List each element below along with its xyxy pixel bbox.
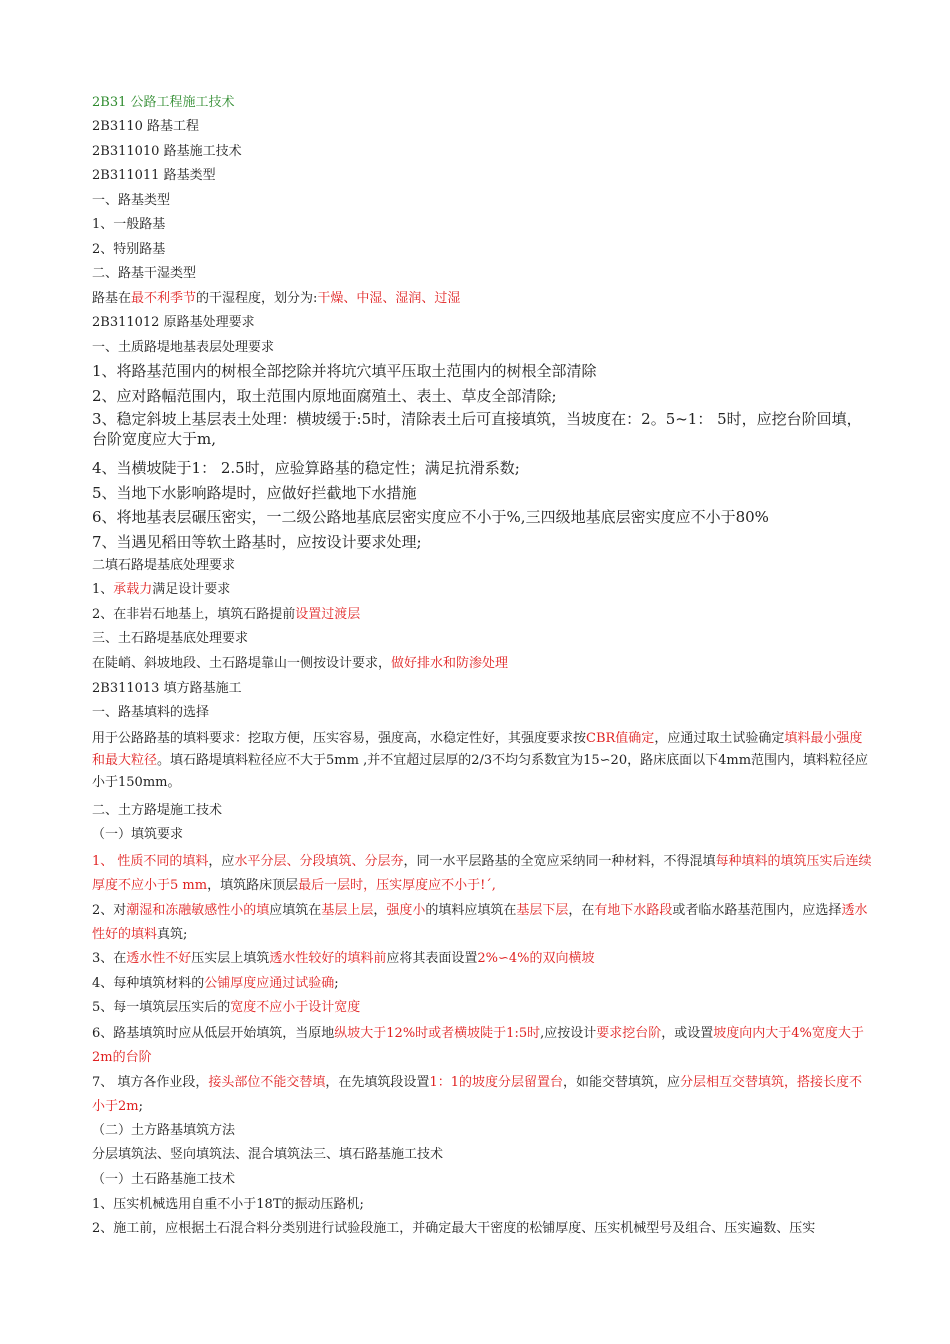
highlight-text: 透水性较好的填料前 <box>269 951 387 966</box>
line-18 <box>92 557 872 575</box>
text-run: 2、应对路幅范围内，取土范围内原地面腐殖土、表土、草皮全部清除; <box>92 387 557 405</box>
line-25 <box>92 728 872 794</box>
text-run: 2、对 <box>92 903 127 918</box>
text-run: 一、路基填料的选择 <box>92 705 210 720</box>
text-run: 5、当地下水影响路堤时，应做好拦截地下水措施 <box>92 484 417 502</box>
text-run: 路基在 <box>92 291 132 306</box>
line-21 <box>92 630 872 648</box>
text-run: 一、路基类型 <box>92 193 171 208</box>
line-2 <box>92 143 872 161</box>
highlight-text: CBR值确定 <box>586 731 655 746</box>
highlight-text: 承载力 <box>113 582 153 597</box>
line-38 <box>92 1196 872 1214</box>
text-run: 3、在 <box>92 951 127 966</box>
highlight-text: 坡度向内大于4%宽度大于2m的台阶 <box>92 1026 864 1065</box>
highlight-text: 透水性好的填料 <box>92 903 868 942</box>
highlight-text: 做好排水和防渗处理 <box>391 656 509 671</box>
text-run: 。填石路堤填料粒径应不大于5mm ,并不宜超过层厚的2/3不均匀系数宜为15∽20，路床底面以下4mm范围内，填料粒径应小于150mm。 <box>92 753 869 790</box>
highlight-text: 最不利季节 <box>131 291 197 306</box>
highlight-text: 有地下水路段 <box>594 903 673 918</box>
line-13 <box>92 409 872 449</box>
line-20 <box>92 606 872 624</box>
line-4 <box>92 192 872 210</box>
text-run: 应填筑在 <box>269 903 322 918</box>
highlight-text: 水平分层、分段填筑、分层夯 <box>234 854 404 869</box>
text-run: ，填筑路床顶层 <box>207 878 299 893</box>
highlight-text: 公铺厚度应通过试验确 <box>204 976 335 991</box>
text-run: 2、特别路基 <box>92 242 166 257</box>
text-run: 3、稳定斜坡上基层表土处理：横坡缓于:5时，清除表土后可直接填筑，当坡度在：2。5~1： 5时，应挖台阶回填，台阶宽度应大于m, <box>92 410 862 448</box>
highlight-text: 强度小 <box>386 903 426 918</box>
line-36 <box>92 1146 872 1164</box>
line-24 <box>92 704 872 722</box>
highlight-text: 要求挖台阶 <box>596 1026 662 1041</box>
line-12 <box>92 386 872 406</box>
text-run: 压实层上填筑 <box>191 951 270 966</box>
line-16 <box>92 507 872 527</box>
line-8 <box>92 290 872 308</box>
text-run: 5、每一填筑层压实后的 <box>92 1000 231 1015</box>
text-run: 应将其表面设置 <box>386 951 478 966</box>
text-run: ，同一水平层路基的全宽应采纳同一种材料，不得混填 <box>403 854 716 869</box>
line-14 <box>92 458 872 478</box>
text-run: 满足设计要求 <box>152 582 231 597</box>
text-run: 二、土方路堤施工技术 <box>92 803 223 818</box>
text-run: 7、当遇见稻田等软土路基时，应按设计要求处理; <box>92 533 422 551</box>
text-run: ，如能交替填筑，应 <box>562 1075 680 1090</box>
highlight-text: 每种填料的填筑压实后连续厚度不应小于5 mm <box>92 854 872 893</box>
highlight-text: 填料最小强度和最大粒径 <box>92 731 863 768</box>
line-9 <box>92 314 872 332</box>
text-run: ，在先填筑段设置 <box>325 1075 430 1090</box>
line-32 <box>92 999 872 1017</box>
highlight-text: 接头部位不能交替填 <box>208 1075 326 1090</box>
text-run: ，或设置 <box>661 1026 714 1041</box>
line-11 <box>92 361 872 381</box>
text-run: 2、施工前，应根据土石混合料分类别进行试验段施工，并确定最大干密度的松铺厚度、压实机械型号及组合、压实遍数、压实 <box>92 1221 816 1236</box>
line-17 <box>92 532 872 552</box>
highlight-text: 2%∽4%的双向横坡 <box>477 951 595 966</box>
line-34 <box>92 1071 872 1119</box>
text-run: 用于公路路基的填料要求：挖取方便，压实容易，强度高，水稳定性好，其强度要求按 <box>92 731 587 746</box>
highlight-text: 干燥、中湿、湿润、过湿 <box>317 291 461 306</box>
text-run: ，应 <box>208 854 235 869</box>
text-run: 一、土质路堤地基表层处理要求 <box>92 340 275 355</box>
highlight-text: 1：1的坡度分层留置台 <box>429 1075 563 1090</box>
text-run: 或者临水路基范围内，应选择 <box>672 903 842 918</box>
text-run: ; <box>138 1099 143 1114</box>
highlight-text: 分层相互交替填筑，搭接长度不小于2m <box>92 1075 863 1114</box>
highlight-text: 潮湿和冻融敏感性小的填 <box>126 903 270 918</box>
text-run: 6、将地基表层碾压密实，一二级公路地基底层密实度应不小于%,三四级地基底层密实度应不小于80% <box>92 508 769 526</box>
text-run: 1、 <box>92 582 114 597</box>
line-7 <box>92 265 872 283</box>
highlight-text: 1、 性质 <box>92 854 144 869</box>
text-run: 6、路基填筑时应从低层开始填筑，当原地 <box>92 1026 335 1041</box>
line-28 <box>92 850 872 898</box>
text-run: 的填料应填筑在 <box>425 903 517 918</box>
text-run: 1、压实机械选用自重不小于18T的振动压路机; <box>92 1197 364 1212</box>
line-0 <box>92 94 872 112</box>
line-1 <box>92 118 872 136</box>
text-run: ,应按设计 <box>540 1026 597 1041</box>
section-heading-text: 2B31 公路工程施工技术 <box>92 95 235 110</box>
line-29 <box>92 899 872 947</box>
text-run: 二、路基干湿类型 <box>92 266 197 281</box>
text-run: 2B3110 路基工程 <box>92 119 200 134</box>
text-run: 的干湿程度，划分为: <box>196 291 318 306</box>
text-run: ， <box>373 903 387 918</box>
highlight-text: 纵坡大于12%时或者横坡陡于1:5时 <box>334 1026 541 1041</box>
text-run: 真筑; <box>157 927 188 942</box>
text-run: 7、 填方各作业段， <box>92 1075 209 1090</box>
line-19 <box>92 581 872 599</box>
text-run: 2B311012 原路基处理要求 <box>92 315 255 330</box>
line-27 <box>92 826 872 844</box>
line-3 <box>92 167 872 185</box>
text-run: 4、每种填筑材料的 <box>92 976 205 991</box>
text-run: （二）土方路基填筑方法 <box>92 1123 236 1138</box>
line-10 <box>92 339 872 357</box>
text-run: 2B311013 填方路基施工 <box>92 681 242 696</box>
line-35 <box>92 1122 872 1140</box>
text-run: 1、一般路基 <box>92 217 166 232</box>
line-26 <box>92 802 872 820</box>
line-15 <box>92 483 872 503</box>
text-run: 1、将路基范围内的树根全部挖除并将坑穴填平压取土范围内的树根全部清除 <box>92 362 597 380</box>
text-run: 在陡峭、斜坡地段、土石路堤靠山一侧按设计要求， <box>92 656 392 671</box>
text-run: 2B311011 路基类型 <box>92 168 216 183</box>
text-run: 三、土石路堤基底处理要求 <box>92 631 249 646</box>
highlight-text: 基层上层 <box>321 903 374 918</box>
line-22 <box>92 655 872 673</box>
line-6 <box>92 241 872 259</box>
line-23 <box>92 680 872 698</box>
highlight-text: 宽度不应小于设计宽度 <box>230 1000 361 1015</box>
line-5 <box>92 216 872 234</box>
text-run: 4、当横坡陡于1： 2.5时，应验算路基的稳定性；满足抗滑系数; <box>92 459 520 477</box>
highlight-text: 最后一层时，压实厚度应不小于!ˊ, <box>298 878 496 893</box>
text-run: （一）填筑要求 <box>92 827 184 842</box>
highlight-text: 透水性不好 <box>126 951 192 966</box>
highlight-text: 基层下层 <box>516 903 569 918</box>
text-run: 2、在非岩石地基上，填筑石路提前 <box>92 607 296 622</box>
line-33 <box>92 1022 872 1070</box>
line-39 <box>92 1220 872 1238</box>
text-run: 2B311010 路基施工技术 <box>92 144 242 159</box>
line-37 <box>92 1171 872 1189</box>
highlight-text: 设置过渡层 <box>295 607 361 622</box>
text-run: （一）土石路基施工技术 <box>92 1172 236 1187</box>
text-run: ，应通过取土试验确定 <box>654 731 785 746</box>
text-run: 分层填筑法、竖向填筑法、混合填筑法三、填石路基施工技术 <box>92 1147 444 1162</box>
text-run: 二填石路堤基底处理要求 <box>92 558 236 573</box>
text-run: ，在 <box>568 903 595 918</box>
line-30 <box>92 950 872 968</box>
highlight-text: 不同的填料 <box>143 854 209 869</box>
text-run: ; <box>334 976 339 991</box>
line-31 <box>92 975 872 993</box>
